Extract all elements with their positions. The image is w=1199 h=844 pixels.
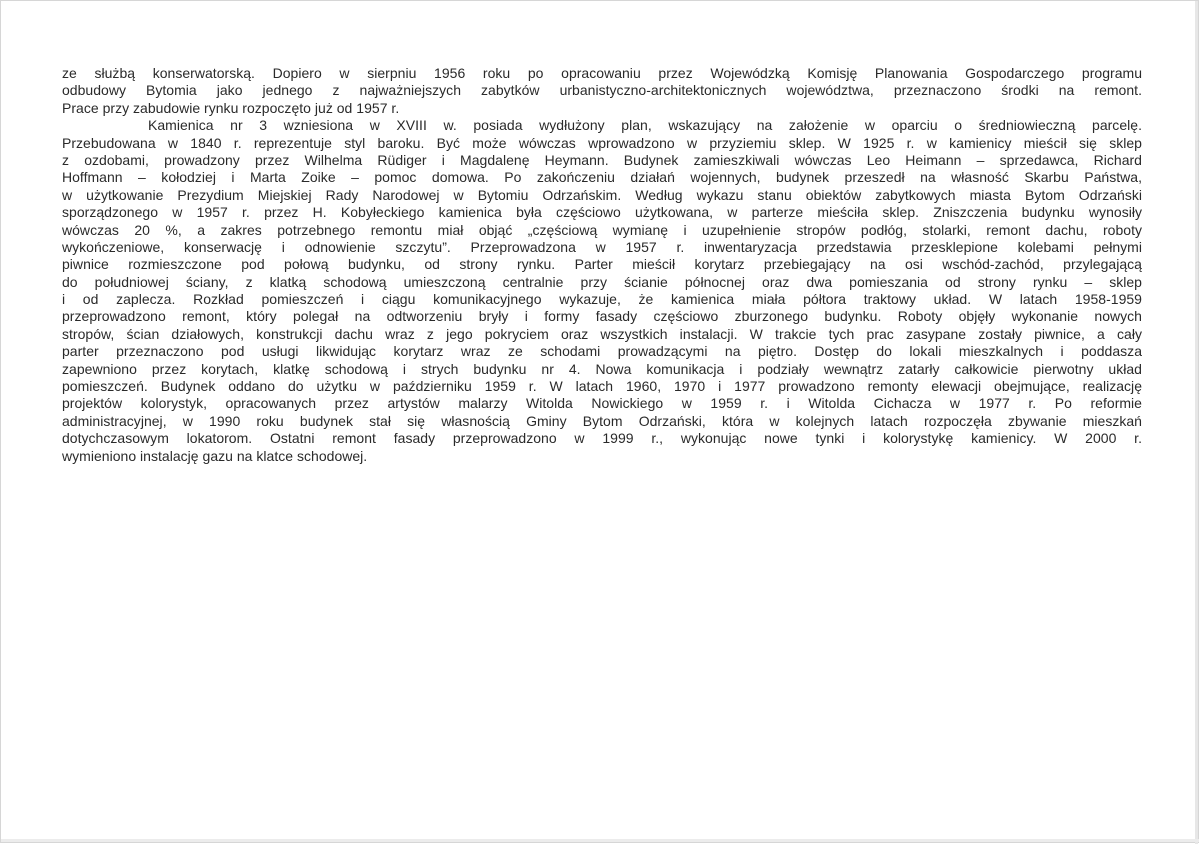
text-line: ze służbą konserwatorską. Dopiero w sierpniu 1956 roku po opracowaniu przez Wojewódzką Komisję Planowania Gospodarczego programu — [62, 65, 1142, 81]
text-line: parter przeznaczono pod usługi likwidując korytarz wraz ze schodami prowadzącymi na piętro. Dostęp do lokali mieszkalnych i poddasza — [62, 343, 1142, 360]
text-line: projektów kolorystyk, opracowanych przez artystów malarzy Witolda Nowickiego w 1959 r. i Witolda Cichacza w 1977 r. Po reformie — [62, 395, 1142, 412]
text-line: wówczas 20 %, a zakres potrzebnego remontu miał objąć „częściową wymianę i uzupełnienie stropów podłóg, stolarki, remont dachu, roboty — [62, 221, 1142, 238]
text-line: Prace przy zabudowie rynku rozpoczęto już od 1957 r. — [62, 99, 400, 116]
text-line: stropów, ścian działowych, konstrukcji dachu wraz z jego pokryciem oraz wszystkich instalacji. W trakcie tych prac zasypane zostały piwnice, a cały — [62, 325, 1142, 342]
text-line: sporządzonego w 1957 r. przez H. Kobyłeckiego kamienica była częściowo użytkowana, w parterze mieściła sklep. Zniszczenia budynku wynosiły — [62, 204, 1142, 221]
page-edge-right — [1195, 1, 1198, 844]
text-line: wykończeniowe, konserwację i odnowienie szczytu”. Przeprowadzona w 1957 r. inwentaryzacja przedstawia przesklepione kolebami pełnymi — [62, 238, 1142, 255]
text-line: Przebudowana w 1840 r. reprezentuje styl baroku. Być może wówczas wprowadzono w przyziemiu sklep. W 1925 r. w kamienicy mieścił się sklep — [62, 134, 1142, 151]
text-line: administracyjnej, w 1990 roku budynek stał się własnością Gminy Bytom Odrzański, która w kolejnych latach rozpoczęła zbywanie mieszkań — [62, 412, 1142, 429]
text-line: Kamienica nr 3 wzniesiona w XVIII w. posiada wydłużony plan, wskazujący na założenie w oparciu o średniowieczną parcelę. — [148, 117, 1142, 134]
text-line: wymieniono instalację gazu na klatce schodowej. — [62, 447, 368, 464]
text-line: z ozdobami, prowadzony przez Wilhelma Rüdiger i Magdalenę Heymann. Budynek zamieszkiwali wówczas Leo Heimann – sprzedawca, Richard — [62, 151, 1142, 168]
text-line: Hoffmann – kołodziej i Marta Zoike – pomoc domowa. Po zakończeniu działań wojennych, budynek przeszedł na własność Skarbu Państwa, — [62, 169, 1142, 186]
text-line: dotychczasowym lokatorom. Ostatni remont fasady przeprowadzono w 1999 r., wykonując nowe tynki i kolorystykę kamienicy. W 2000 r. — [62, 430, 1142, 447]
text-line: piwnice rozmieszczone pod połową budynku, od strony rynku. Parter mieścił korytarz przebiegający na osi wschód-zachód, przylegającą — [62, 256, 1142, 273]
page-edge-bottom — [1, 839, 1199, 842]
text-line: odbudowy Bytomia jako jednego z najważniejszych zabytków urbanistyczno-architektonicznych województwa, przeznaczono środki na remont. — [62, 82, 1142, 99]
text-line: do południowej ściany, z klatką schodową umieszczoną centralnie przy ścianie północnej oraz dwa pomieszania od strony rynku – sklep — [62, 273, 1142, 290]
text-line: zapewniono przez korytach, klatkę schodową i strych budynku nr 4. Nowa komunikacja i podziały wewnątrz zatarły całkowicie pierwotny układ — [62, 360, 1142, 377]
text-line: pomieszczeń. Budynek oddano do użytku w październiku 1959 r. W latach 1960, 1970 i 1977 prowadzono remonty elewacji obejmujące, realizację — [62, 378, 1142, 395]
text-line: przeprowadzono remont, który polegał na odtworzeniu bryły i formy fasady częściowo zburzonego budynku. Roboty objęły wykonanie nowych — [62, 308, 1142, 325]
text-line: w użytkowanie Prezydium Miejskiej Rady Narodowej w Bytomiu Odrzańskim. Według wykazu stanu obiektów zabytkowych miasta Bytom Odrzański — [62, 186, 1142, 203]
text-line: i od zaplecza. Rozkład pomieszczeń i ciągu komunikacyjnego wykazuje, że kamienica miała półtora traktowy układ. W latach 1958-1959 — [62, 291, 1142, 308]
body-text — [62, 65, 1142, 465]
